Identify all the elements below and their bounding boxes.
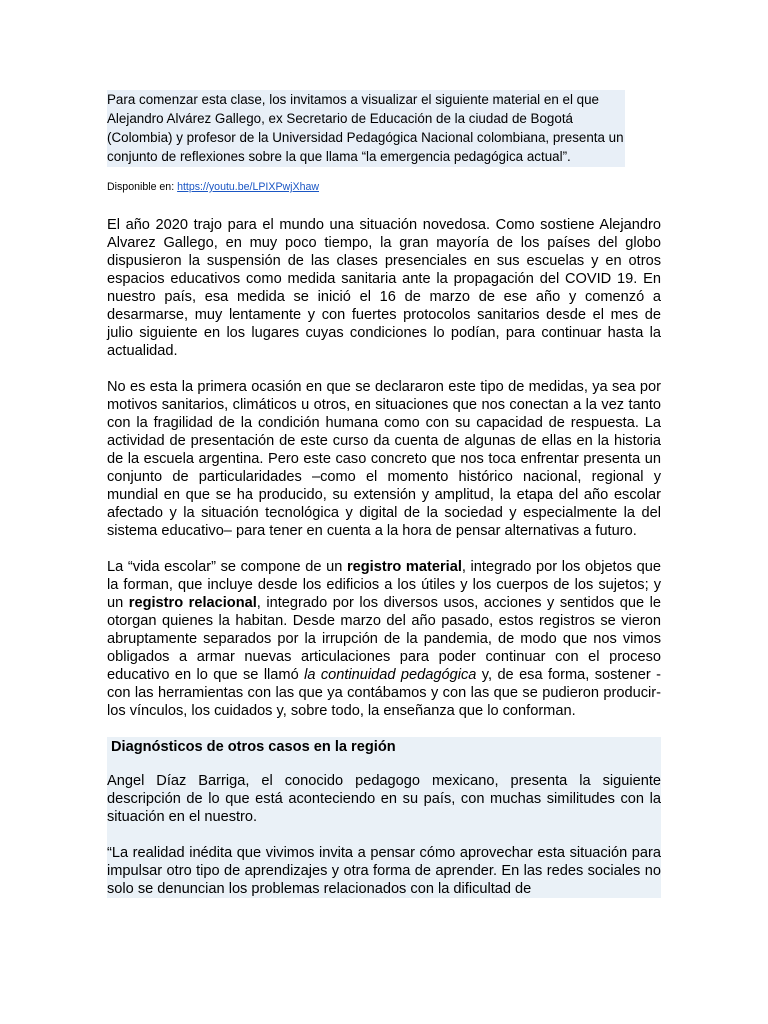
- paragraph-1: El año 2020 trajo para el mundo una situación novedosa. Como sostiene Alejandro Alvarez Gallego, en muy poco tiempo, la gran mayoría de los países del globo dispusieron la suspensión de las clases presenciales en sus escuelas y en otros espacios educativos como medida sanitaria ante la propagación del COVID 19. En nuestro país, esa medida se inició el 16 de marzo de ese año y comenzó a desarmarse, muy lentamente y con fuertes protocolos sanitarios desde el mes de julio siguiente en los lugares cuyas condiciones lo podían, para continuar hasta la actualidad.: [107, 217, 661, 359]
- video-link[interactable]: https://youtu.be/LPIXPwjXhaw: [177, 181, 320, 193]
- section-heading: Diagnósticos de otros casos en la región: [111, 739, 396, 755]
- paragraph-2: No es esta la primera ocasión en que se declararon este tipo de medidas, ya sea por motivos sanitarios, climáticos u otros, en situaciones que nos conectan a la vez tanto con la fragilidad de la condición humana como con su capacidad de respuesta. La actividad de presentación de este curso da cuenta de algunas de ellas en la historia de la escuela argentina. Pero este caso concreto que nos toca enfrentar presenta un conjunto de particularidades –como el momento histórico nacional, regional y mundial en que se ha producido, su extensión y amplitud, la etapa del año escolar afectado y la situación tecnológica y digital de la sociedad y especialmente la del sistema educativo– para tener en cuenta a la hora de pensar alternativas a futuro.: [107, 379, 661, 539]
- registro-relacional-term: registro relacional: [128, 595, 257, 611]
- paragraph-3-part-4: y, de esa forma, sostener -con las herramientas con las que ya contábamos y con las que se pudieron producir- los vínculos, los cuidados y, sobre todo, la enseñanza que lo conforman.: [107, 667, 661, 719]
- source-line: [107, 180, 661, 194]
- paragraph-3: [107, 558, 661, 720]
- document-page: [107, 90, 661, 898]
- continuidad-pedagogica-term: la continuidad pedagógica: [304, 667, 477, 683]
- section-paragraph-1: Angel Díaz Barriga, el conocido pedagogo mexicano, presenta la siguiente descripción de lo que está aconteciendo en su país, con muchas similitudes con la situación en el nuestro.: [107, 773, 661, 825]
- section-highlight-block: [107, 737, 661, 898]
- paragraph-3-part-2: , integrado por los objetos que la forman, que incluye desde los edificios a los útiles y los cuerpos de los sujetos; y un: [107, 559, 661, 611]
- intro-text: Para comenzar esta clase, los invitamos a visualizar el siguiente material en el que Alejandro Alvárez Gallego, ex Secretario de Educación de la ciudad de Bogotá (Colombia) y profesor de la Universidad Pedagógica Nacional colombiana, presenta un conjunto de reflexiones sobre la que llama “la emergencia pedagógica actual”.: [107, 92, 624, 164]
- paragraph-3-part-1: La “vida escolar” se compone de un: [107, 559, 347, 575]
- source-label: Disponible en:: [107, 181, 178, 193]
- registro-material-term: registro material: [346, 559, 462, 575]
- intro-highlight: [107, 90, 625, 167]
- paragraph-3-part-3: , integrado por los diversos usos, acciones y sentidos que le otorgan quienes la habitan. Desde marzo del año pasado, estos registros se vieron abruptamente separados por la irrupción de la pandemia, de modo que nos vimos obligados a armar nuevas articulaciones para poder continuar con el proceso educativo en lo que se llamó: [107, 595, 661, 683]
- section-paragraph-2: “La realidad inédita que vivimos invita a pensar cómo aprovechar esta situación para impulsar otro tipo de aprendizajes y otra forma de aprender. En las redes sociales no solo se denuncian los problemas relacionados con la dificultad de: [107, 845, 661, 897]
